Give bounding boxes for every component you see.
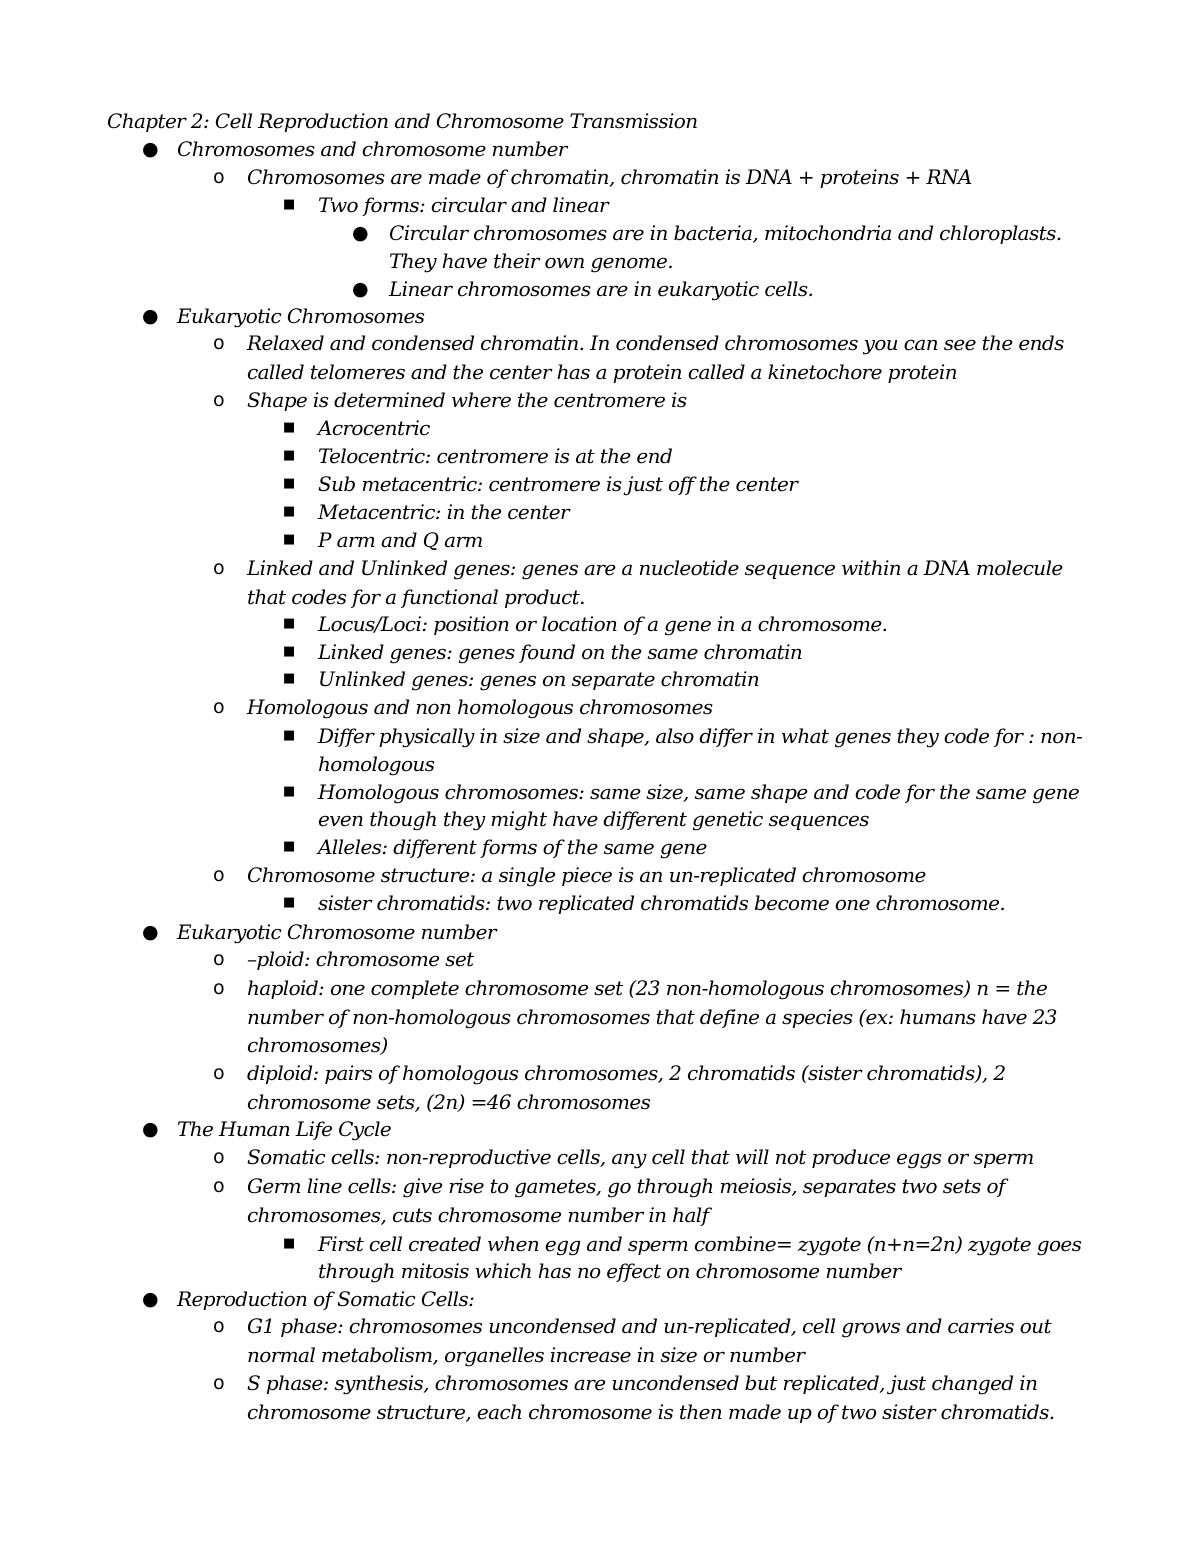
- document-line: First cell created when egg and sperm combine= zygote (n+n=2n) zygote goes: [318, 1232, 1082, 1256]
- bullet-icon: ■: [283, 504, 296, 519]
- document-line: Alleles: different forms of the same gene: [318, 835, 707, 859]
- document-line: chromosome structure, each chromosome is then made up of two sister chromatids.: [247, 1400, 1055, 1424]
- document-line: Differ physically in size and shape, also differ in what genes they code for : non-: [318, 724, 1083, 748]
- bullet-icon: ■: [283, 644, 296, 659]
- document-line: Shape is determined where the centromere is: [247, 388, 687, 412]
- document-line: Germ line cells: give rise to gametes, go through meiosis, separates two sets of: [247, 1174, 1005, 1198]
- document-line: sister chromatids: two replicated chromatids become one chromosome.: [318, 891, 1006, 915]
- document-line: chromosomes): [247, 1033, 388, 1057]
- document-line: Metacentric: in the center: [318, 500, 569, 524]
- bullet-icon: ●: [142, 305, 159, 327]
- document-line: Circular chromosomes are in bacteria, mitochondria and chloroplasts.: [389, 221, 1062, 245]
- bullet-icon: ■: [283, 1236, 296, 1251]
- bullet-icon: ■: [283, 448, 296, 463]
- bullet-icon: o: [213, 977, 225, 999]
- bullet-icon: ●: [352, 278, 369, 300]
- document-line: Linked and Unlinked genes: genes are a nucleotide sequence within a DNA molecule: [247, 556, 1063, 580]
- bullet-icon: ■: [283, 784, 296, 799]
- document-line: Acrocentric: [318, 416, 430, 440]
- bullet-icon: o: [213, 557, 225, 579]
- document-line: Chromosomes are made of chromatin, chromatin is DNA + proteins + RNA: [247, 165, 972, 189]
- document-line: called telomeres and the center has a protein called a kinetochore protein: [247, 360, 957, 384]
- document-line: Chapter 2: Cell Reproduction and Chromosome Transmission: [107, 109, 698, 133]
- document-line: number of non-homologous chromosomes that define a species (ex: humans have 23: [247, 1005, 1057, 1029]
- bullet-icon: o: [213, 1146, 225, 1168]
- document-line: diploid: pairs of homologous chromosomes, 2 chromatids (sister chromatids), 2: [247, 1061, 1006, 1085]
- document-line: Reproduction of Somatic Cells:: [177, 1287, 475, 1311]
- bullet-icon: o: [213, 1372, 225, 1394]
- document-line: Homologous chromosomes: same size, same shape and code for the same gene: [318, 780, 1080, 804]
- document-line: Two forms: circular and linear: [318, 193, 608, 217]
- bullet-icon: o: [213, 864, 225, 886]
- bullet-icon: o: [213, 1315, 225, 1337]
- document-line: Homologous and non homologous chromosomes: [247, 695, 713, 719]
- bullet-icon: ■: [283, 839, 296, 854]
- document-line: They have their own genome.: [389, 249, 673, 273]
- document-line: The Human Life Cycle: [177, 1117, 392, 1141]
- document-line: Unlinked genes: genes on separate chromatin: [318, 667, 760, 691]
- bullet-icon: ■: [283, 197, 296, 212]
- document-line: S phase: synthesis, chromosomes are uncondensed but replicated, just changed in: [247, 1371, 1038, 1395]
- bullet-icon: ■: [283, 476, 296, 491]
- document-line: P arm and Q arm: [318, 528, 483, 552]
- bullet-icon: ●: [142, 1288, 159, 1310]
- document-line: chromosomes, cuts chromosome number in half: [247, 1203, 709, 1227]
- bullet-icon: ●: [352, 222, 369, 244]
- document-line: that codes for a functional product.: [247, 585, 585, 609]
- bullet-icon: o: [213, 389, 225, 411]
- document-line: G1 phase: chromosomes uncondensed and un-replicated, cell grows and carries out: [247, 1314, 1051, 1338]
- bullet-icon: o: [213, 166, 225, 188]
- document-line: through mitosis which has no effect on chromosome number: [318, 1259, 901, 1283]
- document-line: chromosome sets, (2n) =46 chromosomes: [247, 1090, 651, 1114]
- bullet-icon: o: [213, 332, 225, 354]
- document-line: Relaxed and condensed chromatin. In condensed chromosomes you can see the ends: [247, 331, 1064, 355]
- document-line: Chromosome structure: a single piece is an un-replicated chromosome: [247, 863, 926, 887]
- document-line: Sub metacentric: centromere is just off the center: [318, 472, 798, 496]
- document-line: Linked genes: genes found on the same chromatin: [318, 640, 803, 664]
- document-line: haploid: one complete chromosome set (23 non-homologous chromosomes) n = the: [247, 976, 1048, 1000]
- bullet-icon: ■: [283, 728, 296, 743]
- document-line: Somatic cells: non-reproductive cells, any cell that will not produce eggs or sperm: [247, 1145, 1034, 1169]
- bullet-icon: o: [213, 948, 225, 970]
- bullet-icon: ●: [142, 138, 159, 160]
- bullet-icon: ■: [283, 420, 296, 435]
- document-line: Linear chromosomes are in eukaryotic cells.: [389, 277, 814, 301]
- document-line: even though they might have different genetic sequences: [318, 807, 869, 831]
- bullet-icon: ■: [283, 671, 296, 686]
- document-line: Locus/Loci: position or location of a gene in a chromosome.: [318, 612, 888, 636]
- document-line: normal metabolism, organelles increase in size or number: [247, 1343, 805, 1367]
- bullet-icon: ■: [283, 895, 296, 910]
- document-line: homologous: [318, 752, 435, 776]
- bullet-icon: ■: [283, 532, 296, 547]
- document-line: Eukaryotic Chromosome number: [177, 920, 496, 944]
- document-line: Telocentric: centromere is at the end: [318, 444, 673, 468]
- document-line: Eukaryotic Chromosomes: [177, 304, 425, 328]
- bullet-icon: ■: [283, 616, 296, 631]
- bullet-icon: o: [213, 1175, 225, 1197]
- bullet-icon: o: [213, 696, 225, 718]
- bullet-icon: ●: [142, 1118, 159, 1140]
- bullet-icon: o: [213, 1062, 225, 1084]
- document-line: Chromosomes and chromosome number: [177, 137, 567, 161]
- document-line: –ploid: chromosome set: [247, 947, 474, 971]
- bullet-icon: ●: [142, 921, 159, 943]
